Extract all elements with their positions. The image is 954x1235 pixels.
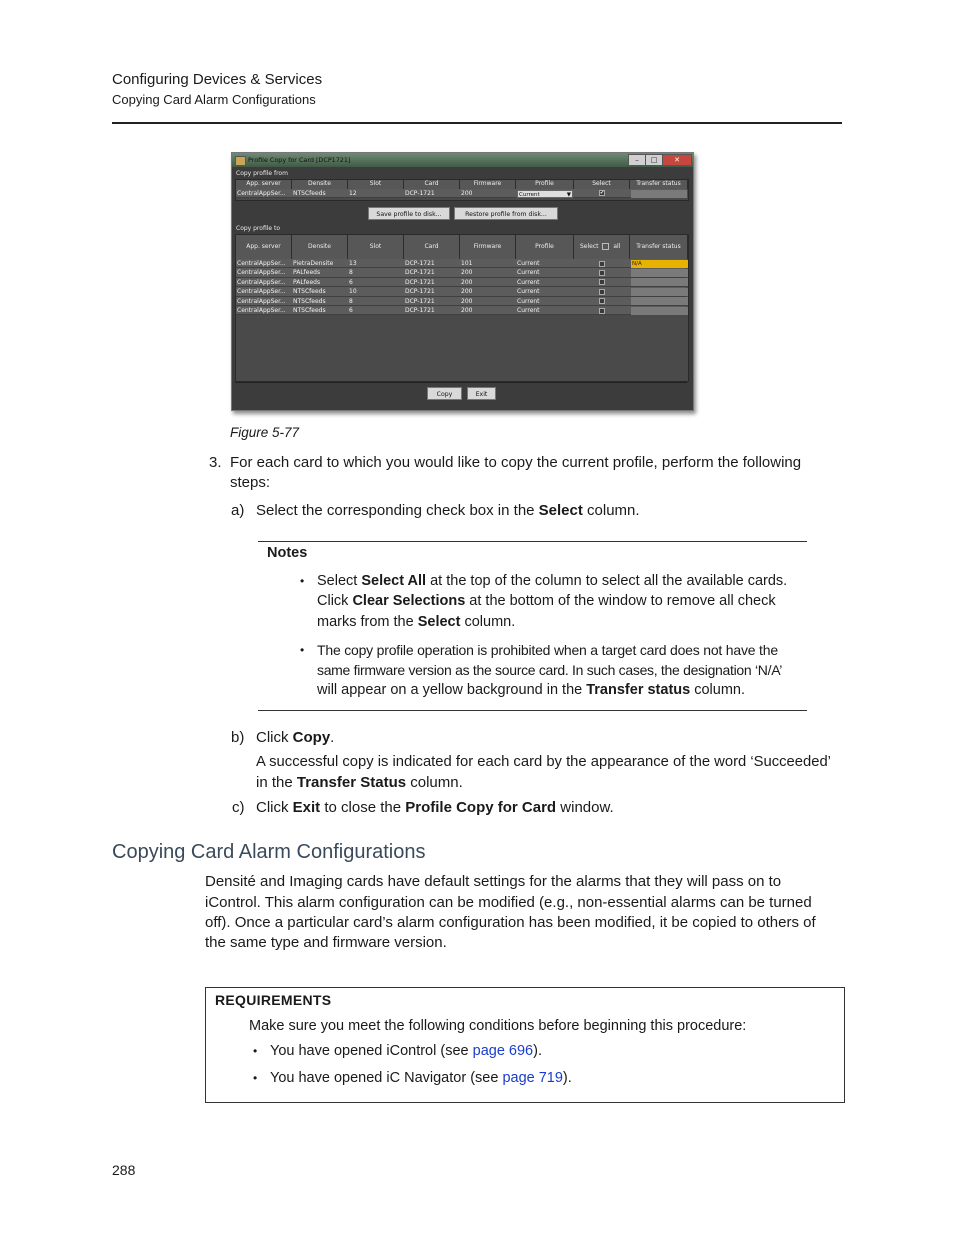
copy-from-label: Copy profile from [236,170,288,177]
substep-b-desc2 [256,773,463,794]
requirements-box [205,987,845,1103]
col-select[interactable] [574,235,630,259]
figure-caption: Figure 5-77 [230,425,300,440]
cell-densite: NTSCfeeds [293,288,326,296]
select-all-label: all [613,243,621,250]
substep-c-bold2: Profile Copy for Card [405,799,557,816]
cell-firmware: 200 [461,297,473,305]
req2-pre: You have opened iC Navigator (see [270,1070,503,1086]
substep-c-label: c) [232,799,245,816]
section-para-line3: off). Once a particular card’s alarm configuration has been modified, it be copied to others of [205,914,816,931]
page-719-link[interactable]: page 719 [502,1070,563,1086]
minimize-button[interactable]: – [628,154,646,166]
section-para-line1: Densité and Imaging cards have default settings for the alarms that they will pass on to [205,873,782,890]
section-heading: Copying Card Alarm Configurations [112,841,426,863]
req2-post: ). [562,1070,572,1086]
substep-b-text [256,728,334,749]
page-696-link[interactable]: page 696 [472,1043,534,1059]
cell-profile: Current [517,269,540,277]
req1-post: ). [533,1043,542,1059]
cell-profile: Current [517,307,540,314]
note1-l2-bold: Clear Selections [352,593,466,609]
cell-firmware: 200 [461,190,473,197]
select-checkbox[interactable] [599,289,605,295]
source-transfer-status [631,190,687,198]
cell-densite: PietraDensite [293,260,334,267]
col-transfer-status[interactable]: Transfer status [630,180,688,189]
step3-line2: steps: [230,474,271,491]
profile-copy-window [231,152,694,411]
select-all-checkbox[interactable] [602,243,609,250]
note1-l3-pre: marks from the [317,614,418,630]
transfer-status-cell [631,269,688,277]
substep-b-desc1: A successful copy is indicated for each card by the appearance of the word ‘Succeeded’ [256,754,831,770]
table-row[interactable] [236,259,686,268]
cell-app-server: CentralAppSer... [237,278,286,286]
requirements-intro: Make sure you meet the following conditions before beginning this procedure: [249,1018,747,1034]
source-select-checkbox[interactable]: ✔ [600,190,605,196]
cell-slot: 12 [349,190,357,197]
col-profile[interactable]: Profile [516,180,574,189]
header-rule [112,122,842,124]
note1-line2 [317,591,776,612]
cell-densite: NTSCfeeds [293,307,326,314]
cell-card: DCP-1721 [405,297,435,305]
substep-a-bold: Select [538,502,583,519]
note1-line1 [317,571,787,592]
note2-line3 [317,680,745,701]
transfer-status-cell [631,278,688,286]
select-checkbox[interactable] [599,270,605,276]
transfer-status-cell [631,297,688,305]
cell-slot: 8 [349,297,353,305]
note2-l3-post: column. [690,682,746,698]
cell-app-server: CentralAppSer... [237,260,286,267]
window-titlebar [232,153,693,167]
exit-button[interactable]: Exit [467,387,496,400]
substep-c-mid: to close the [320,799,406,816]
step3-line1: For each card to which you would like to copy the current profile, perform the following [230,454,802,471]
substep-b-pre: Click [256,729,293,746]
col-firmware[interactable]: Firmware [460,235,516,259]
substep-a-text [256,501,640,522]
step-number: 3. [209,454,222,471]
copy-from-table [235,179,689,201]
chapter-title: Configuring Devices & Services [112,71,323,88]
bullet-icon: • [253,1071,258,1085]
table-row[interactable] [236,287,686,296]
col-slot[interactable]: Slot [348,235,404,259]
cell-app-server: CentralAppSer... [237,297,286,305]
cell-app-server: CentralAppSer... [237,190,286,197]
table-row[interactable] [236,297,686,306]
substep-c-pre: Click [256,799,293,816]
cell-card: DCP-1721 [405,288,435,296]
substep-c-text [256,798,614,819]
select-header-label: Select [580,243,599,250]
cell-slot: 6 [349,307,353,314]
substep-b-desc2-post: column. [406,774,463,791]
col-select[interactable]: Select [574,180,630,189]
substep-a-post: column. [582,502,640,519]
col-slot[interactable]: Slot [348,180,404,189]
cell-profile: Current [517,260,540,267]
cell-firmware: 200 [461,307,473,314]
substep-b-post: . [330,729,335,746]
substep-b-desc2-bold: Transfer Status [296,774,407,791]
col-card[interactable]: Card [404,180,460,189]
cell-profile: Current [517,288,540,296]
cell-densite: PALfeeds [293,269,321,277]
substep-a-label: a) [231,502,245,519]
notes-top-rule [258,541,807,542]
cell-card: DCP-1721 [405,190,435,197]
table-row[interactable] [236,268,686,277]
cell-card: DCP-1721 [405,269,435,277]
req1-pre: You have opened iControl (see [270,1043,473,1059]
requirements-title: REQUIREMENTS [215,992,332,1008]
cell-slot: 13 [349,260,357,267]
note1-l3-bold: Select [417,614,461,630]
note1-l2-post: at the bottom of the window to remove all check [465,593,776,609]
cell-slot: 6 [349,278,353,286]
footer-divider [235,382,687,383]
profile-dropdown[interactable] [517,190,573,198]
notes-bottom-rule [258,710,807,711]
col-app-server[interactable]: App. server [236,235,292,259]
col-firmware[interactable]: Firmware [460,180,516,189]
bullet-icon: • [300,643,305,657]
cell-app-server: CentralAppSer... [237,288,286,296]
close-button[interactable]: ✕ [662,154,692,166]
select-checkbox[interactable] [599,298,605,304]
substep-a-pre: Select the corresponding check box in the [256,502,539,519]
note1-l1-bold: Select All [361,573,427,589]
cell-profile: Current [517,297,540,305]
bullet-icon: • [300,574,305,588]
cell-firmware: 200 [461,278,473,286]
section-para-line2: iControl. This alarm configuration can be modified (e.g., non-essential alarms can be turned [205,894,812,911]
transfer-status-cell [631,307,688,315]
requirement-item-1 [270,1041,542,1062]
table-row[interactable] [236,306,686,315]
app-icon [235,156,246,166]
select-checkbox[interactable] [599,308,605,314]
source-row[interactable] [236,189,686,198]
col-card[interactable]: Card [404,235,460,259]
restore-profile-button[interactable]: Restore profile from disk... [454,207,558,220]
maximize-button[interactable]: □ [645,154,663,166]
note1-l1-post: at the top of the column to select all the available cards. [426,573,788,589]
col-profile[interactable]: Profile [516,235,574,259]
note1-l2-pre: Click [317,593,353,609]
bullet-icon: • [253,1044,258,1058]
transfer-status-cell [631,288,688,296]
substep-c-bold1: Exit [292,799,321,816]
cell-firmware: 200 [461,288,473,296]
col-transfer-status[interactable]: Transfer status [630,235,688,259]
note1-line3 [317,612,515,633]
note2-l3-bold: Transfer status [586,682,691,698]
note1-l3-post: column. [460,614,516,630]
copy-button[interactable]: Copy [427,387,462,400]
transfer-status-cell: N/A [631,260,688,268]
cell-densite: NTSCfeeds [293,190,326,197]
substep-b-bold: Copy [292,729,331,746]
table-row[interactable] [236,278,686,287]
cell-firmware: 101 [461,260,473,267]
save-profile-button[interactable]: Save profile to disk... [368,207,450,220]
cell-app-server: CentralAppSer... [237,269,286,277]
cell-card: DCP-1721 [405,307,435,314]
cell-slot: 8 [349,269,353,277]
page-number: 288 [112,1162,136,1178]
col-densite[interactable]: Densite [292,235,348,259]
copy-to-table [235,234,689,382]
col-app-server[interactable]: App. server [236,180,292,189]
note2-l3-pre: will appear on a yellow background in the [317,682,587,698]
section-para-line4: the same type and firmware version. [205,934,447,951]
cell-card: DCP-1721 [405,278,435,286]
select-checkbox[interactable] [599,279,605,285]
copy-to-label: Copy profile to [236,225,281,232]
notes-title: Notes [267,545,308,561]
cell-firmware: 200 [461,269,473,277]
cell-card: DCP-1721 [405,260,435,267]
section-subtitle: Copying Card Alarm Configurations [112,92,316,107]
substep-b-desc2-pre: in the [256,774,297,791]
cell-densite: PALfeeds [293,278,321,286]
cell-profile: Current [517,278,540,286]
note2-line1: The copy profile operation is prohibited when a target card does not have the [317,642,778,658]
chevron-down-icon: ▼ [566,191,571,198]
window-title: Profile Copy for Card [DCP1721] [248,156,351,164]
profile-dropdown-value: Current [519,191,540,198]
col-densite[interactable]: Densite [292,180,348,189]
requirement-item-2 [270,1068,572,1089]
select-checkbox[interactable] [599,261,605,267]
cell-densite: NTSCfeeds [293,297,326,305]
substep-b-label: b) [231,729,245,746]
cell-slot: 10 [349,288,357,296]
cell-app-server: CentralAppSer... [237,307,286,314]
note1-l1-pre: Select [317,573,362,589]
note2-line2: same firmware version as the source card. In such cases, the designation ‘N/A’ [317,662,783,678]
substep-c-post: window. [556,799,614,816]
